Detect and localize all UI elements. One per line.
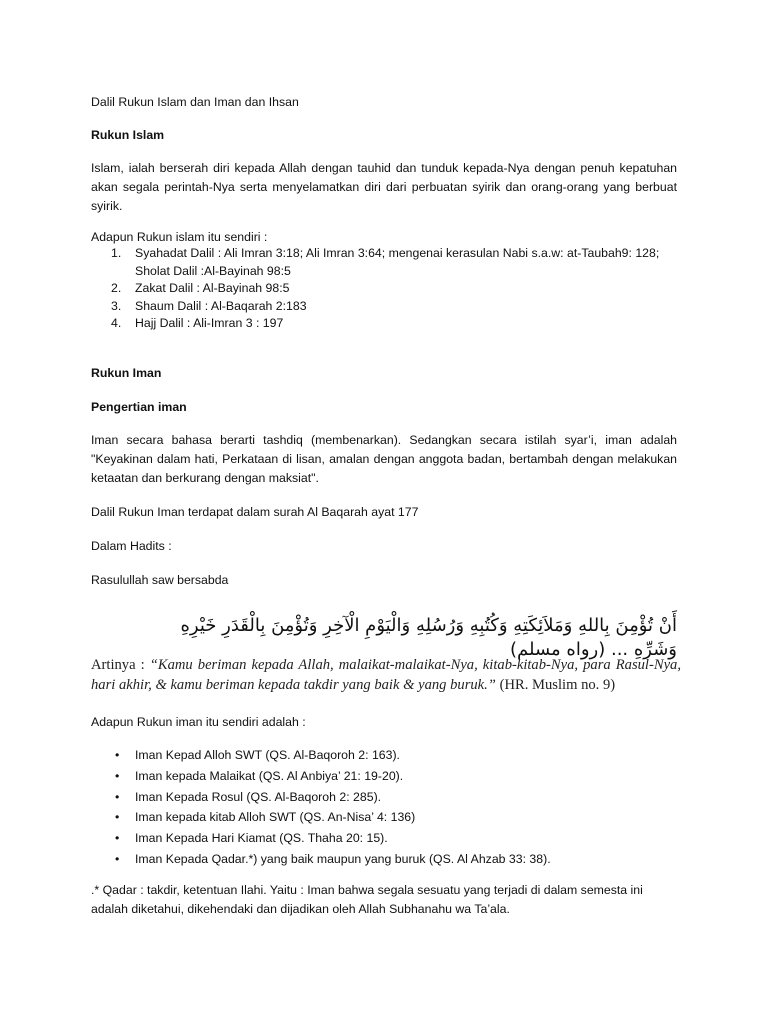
qadar-footnote: .* Qadar : takdir, ketentuan Ilahi. Yaitu : Iman bahwa segala sesuatu yang terjadi di dalam semesta ini adalah diketahui, dikehendaki dan dijadikan oleh Allah Subhanahu wa Ta’ala. (91, 883, 643, 916)
list-item (91, 745, 691, 766)
list-number: 2. (111, 281, 122, 296)
rukun-iman-list-intro: Adapun Rukun iman itu sendiri adalah : (91, 715, 306, 729)
list-item-text: Iman Kepad Alloh SWT (QS. Al-Baqoroh 2: 163). (135, 748, 400, 762)
hadits-label: Dalam Hadits : (91, 539, 172, 553)
list-item-text: Iman Kepada Qadar.*) yang baik maupun yang buruk (QS. Al Ahzab 33: 38). (135, 851, 551, 866)
bullet-icon: • (115, 748, 120, 762)
translation-quote: “Kamu beriman kepada Allah, malaikat-malaikat-Nya, kitab-kitab-Nya, para Rasul-Nya, hari akhir, & kamu beriman kepada takdir yang baik & yang buruk.” (91, 656, 681, 693)
list-item (91, 245, 691, 280)
rukun-islam-definition: Islam, ialah berserah diri kepada Allah dengan tauhid dan tunduk kepada-Nya dengan penuh kepatuhan akan segala perintah-Nya serta menyelamatkan diri dari perbuatan syirik dan orang-orang yang berbuat syirik. (91, 161, 677, 213)
list-item-text: Shaum Dalil : Al-Baqarah 2:183 (135, 298, 307, 313)
list-item-text: Syahadat Dalil : Ali Imran 3:18; Ali Imran 3:64; mengenai kerasulan Nabi s.a.w: at-Taubah9: 128; Sholat Dalil :Al-Bayinah 98:5 (135, 246, 660, 278)
list-item (91, 849, 691, 870)
list-item-text: Iman kepada kitab Alloh SWT (QS. An-Nisa’ 4: 136) (135, 810, 416, 825)
rukun-iman-list (91, 745, 691, 870)
list-item (91, 787, 691, 808)
bullet-icon: • (115, 851, 120, 866)
rukun-islam-list (91, 245, 691, 333)
list-item-text: Hajj Dalil : Ali-Imran 3 : 197 (135, 316, 284, 331)
rasulullah-line: Rasulullah saw bersabda (91, 573, 229, 587)
translation-prefix: Artinya : (91, 656, 150, 673)
list-item (91, 315, 691, 333)
list-number: 1. (111, 246, 122, 260)
dalil-rukun-iman: Dalil Rukun Iman terdapat dalam surah Al Baqarah ayat 177 (91, 505, 419, 519)
bullet-icon: • (115, 831, 120, 846)
list-item-text: Iman kepada Malaikat (QS. Al Anbiya’ 21: 19-20). (135, 768, 404, 783)
list-number: 3. (111, 298, 122, 313)
list-item-text: Zakat Dalil : Al-Bayinah 98:5 (135, 281, 290, 296)
rukun-islam-list-intro: Adapun Rukun islam itu sendiri : (91, 230, 268, 244)
list-number: 4. (111, 316, 122, 331)
list-item (91, 280, 691, 298)
list-item (91, 766, 691, 787)
translation-source: (HR. Muslim no. 9) (495, 676, 616, 693)
rukun-iman-definition: Iman secara bahasa berarti tashdiq (membenarkan). Sedangkan secara istilah syar’i, iman adalah "Keyakinan dalam hati, Perkataan di lisan, amalan dengan anggota badan, bertambah dengan melakukan ketaatan dan berkurang dengan maksiat". (91, 433, 677, 485)
list-item (91, 807, 691, 828)
bullet-icon: • (115, 789, 120, 804)
hadith-translation (91, 655, 681, 695)
bullet-icon: • (115, 810, 120, 825)
list-item-text: Iman Kepada Rosul (QS. Al-Baqoroh 2: 285). (135, 789, 382, 804)
list-item (91, 828, 691, 849)
hadith-arabic-text: أَنْ تُؤْمِنَ بِاللهِ وَمَلاَئِكَتِهِ وَكُتُبِهِ وَرُسُلِهِ وَالْيَوْمِ الْآخِرِ وَتُؤْمِنَ بِالْقَدَرِ خَيْرِهِ وَشَرِّهِ ... (رواه مسلم) (180, 615, 677, 660)
rukun-islam-heading: Rukun Islam (91, 128, 165, 142)
list-item (91, 298, 691, 316)
rukun-iman-heading: Rukun Iman (91, 366, 162, 380)
document-title: Dalil Rukun Islam dan Iman dan Ihsan (91, 95, 299, 109)
bullet-icon: • (115, 768, 120, 783)
list-item-text: Iman Kepada Hari Kiamat (QS. Thaha 20: 15). (135, 831, 388, 846)
pengertian-iman-heading: Pengertian iman (91, 400, 187, 414)
